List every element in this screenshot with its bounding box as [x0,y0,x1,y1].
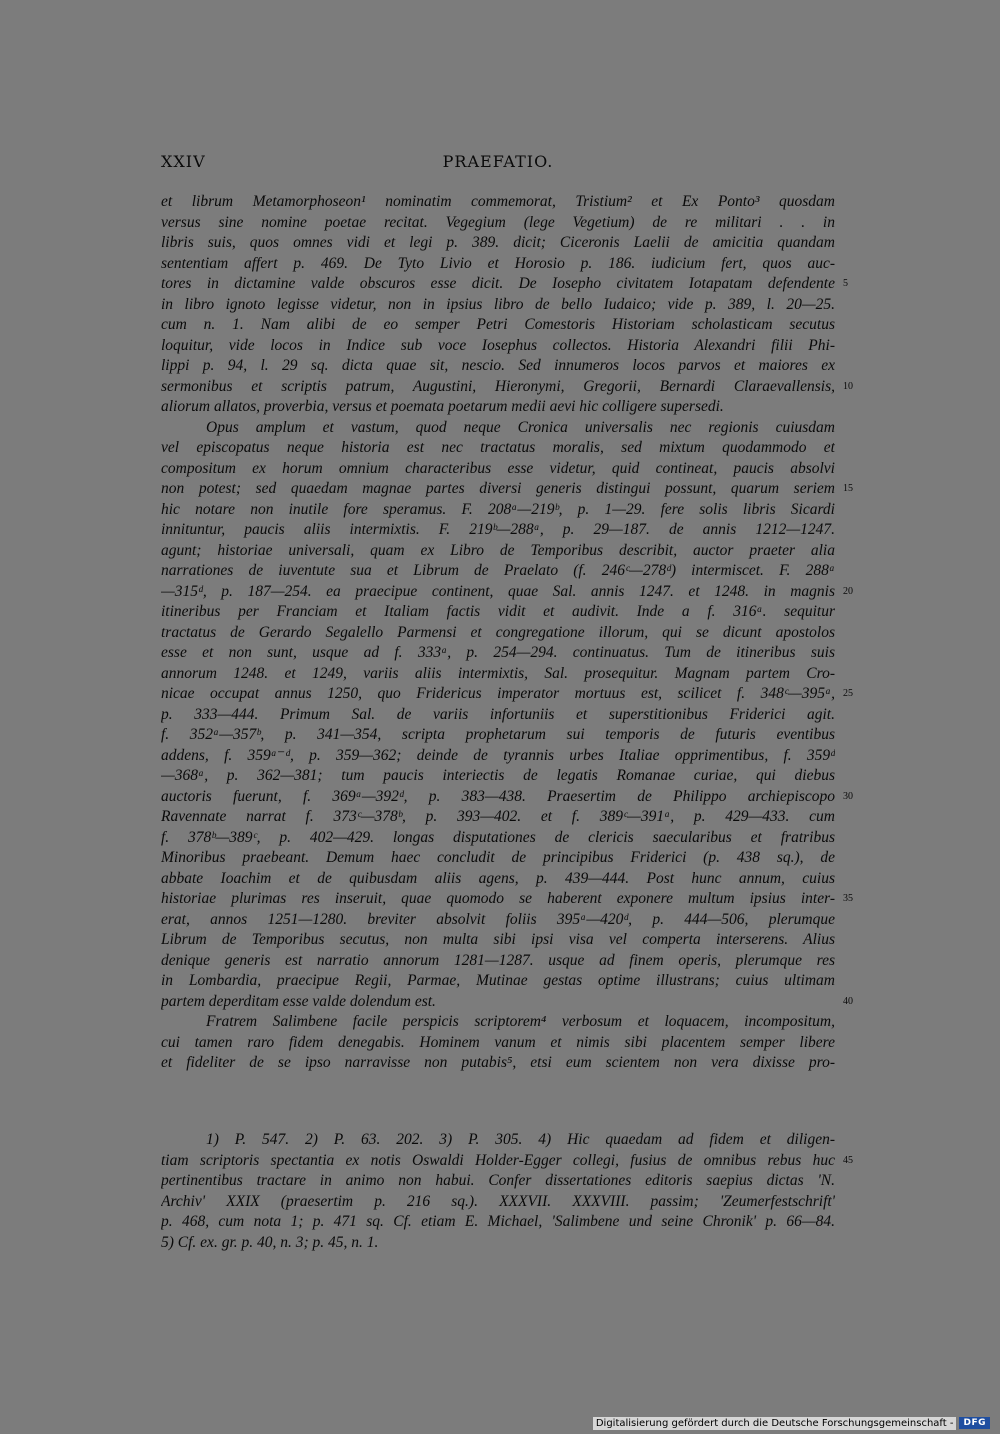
text-line: —368ᵃ, p. 362—381; tum paucis interiectis de legatis Romanae curiae, qui diebus [161,767,835,784]
page-number: XXIV [161,152,206,171]
text-line: innituntur, paucis aliis intermixtis. F. 219ᵇ—288ᵃ, p. 29—187. de annis 1212—1247. [161,521,835,538]
text-line: —315ᵈ, p. 187—254. ea praecipue continent, quae Sal. annis 1247. et 1248. in magnis [161,582,835,600]
footnote-line: 5) Cf. ex. gr. p. 40, n. 3; p. 45, n. 1. [161,1233,379,1251]
text-line: in Lombardia, praecipue Regii, Parmae, Mutinae gestas optime illustrans; cuius ultimam [161,972,835,989]
line-number: 15 [843,483,853,494]
text-line: historiae plurimas res inseruit, quae quomodo se haberent exponere multum ipsius inter- [161,890,835,907]
footnote-line: 1) P. 547. 2) P. 63. 202. 3) P. 305. 4) Hic quaedam ad fidem et diligen- [206,1131,835,1148]
line-number: 20 [843,585,853,597]
text-line: erat, annos 1251—1280. breviter absolvit foliis 395ᵃ—420ᵈ, p. 444—506, plerumque [161,910,835,928]
text-line: libris suis, quos omnes vidi et legi p. 389. dicit; Ciceronis Laelii de amicitia quandam [161,234,835,251]
text-line: cui tamen raro fidem denegabis. Hominem vanum et nimis sibi placentem semper libere [161,1033,835,1051]
text-line: versus sine nomine poetae recitat. Vegegium (lege Vegetium) de re militari . . in [161,213,835,231]
line-number: 40 [843,995,853,1007]
text-line: sententiam affert p. 469. De Tyto Livio et Horosio p. 186. iudicium fert, quos auc- [161,254,835,272]
text-line: narrationes de iuventute sua et Librum de Praelato (f. 246ᶜ—278ᵈ) intermiscet. F. 288ᵃ [161,562,835,579]
line-number: 5 [843,278,848,289]
digitization-credit [593,1416,990,1430]
dfg-logo: DFG [959,1417,990,1429]
footnote-line: pertinentibus tractare in animo non habui. Confer dissertationes editoris saepius dictas 'N. [161,1172,835,1189]
footnote-line: p. 468, cum nota 1; p. 471 sq. Cf. etiam E. Michael, 'Salimbene und seine Chronik' p. 66—84. [161,1213,835,1230]
text-line: abbate Ioachim et de quibusdam aliis agens, p. 439—444. Post hunc annum, cuius [161,869,835,887]
line-number: 30 [843,790,853,802]
text-line: partem deperditam esse valde dolendum est. [161,992,436,1010]
body-text [161,192,853,1074]
text-line: nicae occupat annus 1250, quo Fridericus imperator mortuus est, scilicet f. 348ᶜ—395ᵃ, [161,685,835,702]
text-line: sermonibus et scriptis patrum, Augustini, Hieronymi, Gregorii, Bernardi Claraevallensis, [161,377,835,395]
line-number: 45 [843,1154,853,1166]
text-line: Librum de Temporibus secutus, non multa sibi ipsi visa vel comperta interserens. Alius [161,931,835,948]
text-line: f. 352ᵃ—357ᵇ, p. 341—354, scripta prophetarum sui temporis de futuris eventibus [161,726,835,743]
text-line: aliorum allatos, proverbia, versus et poemata poetarum medii aevi hic colligere supersedi. [161,398,724,415]
line-number: 35 [843,893,853,904]
line-number: 10 [843,380,853,392]
text-line: Opus amplum et vastum, quod neque Cronica universalis nec regionis cuiusdam [206,418,835,436]
footnote-line: tiam scriptoris spectantia ex notis Oswaldi Holder-Egger collegi, fusius de omnibus rebus huc [161,1151,835,1169]
text-line: f. 378ᵇ—389ᶜ, p. 402—429. longas disputationes de clericis saecularibus et fratribus [161,828,835,846]
text-line: et fideliter de se ipso narravisse non putabis⁵, etsi eum scientem non vera dixisse pro- [161,1054,835,1071]
text-line: vel episcopatus neque historia est nec tractatus moralis, sed mixtum quodammodo et [161,439,835,456]
text-line: compositum ex horum omnium characteribus esse videtur, quid contineat, paucis absolvi [161,459,835,477]
footnotes [161,1130,853,1253]
text-line: auctoris fuerunt, f. 369ᵃ—392ᵈ, p. 383—438. Praesertim de Philippo archiepiscopo [161,787,835,805]
text-line: esse et non sunt, usque ad f. 333ᵃ, p. 254—294. continuatus. Tum de itineribus suis [161,644,835,661]
text-line: p. 333—444. Primum Sal. de variis infortuniis et superstitionibus Friderici agit. [161,705,835,723]
text-line: hic notare non inutile fore speramus. F. 208ᵃ—219ᵇ, p. 1—29. fere solis libris Sicardi [161,500,835,518]
text-line: Fratrem Salimbene facile perspicis scriptorem⁴ verbosum et loquacem, incompositum, [206,1013,835,1030]
page-header [161,152,835,176]
text-line: agunt; historiae universali, quam ex Libro de Temporibus describit, auctor praeter alia [161,541,835,559]
text-line: annorum 1248. et 1249, variis aliis intermixtis, Sal. prosequitur. Magnam partem Cro- [161,664,835,682]
text-line: tores in dictamine valde obscuros esse dicit. De Iosepho civitatem Iotapatam defendente [161,275,835,292]
line-number: 25 [843,688,853,699]
text-line: denique generis est narratio annorum 1281—1287. usque ad finem operis, plerumque res [161,951,835,969]
text-line: lippi p. 94, l. 29 sq. dicta quae sit, nescio. Sed innumeros locos parvos et maiores ex [161,357,835,374]
running-title: PRAEFATIO. [442,152,554,171]
text-line: et librum Metamorphoseon¹ nominatim commemorat, Tristium² et Ex Ponto³ quosdam [161,193,835,210]
text-line: Ravennate narrat f. 373ᶜ—378ᵇ, p. 393—402. et f. 389ᶜ—391ᵃ, p. 429—433. cum [161,808,835,825]
text-line: in libro ignoto legisse videtur, non in ipsius libro de bello Iudaico; vide p. 389, l. 20—25. [161,295,835,313]
text-line: non potest; sed quaedam magnae partes diversi generis distingui possunt, quarum seriem [161,480,835,497]
text-line: tractatus de Gerardo Segalello Parmensi et congregatione illorum, qui se dicunt apostolos [161,623,835,641]
text-line: Minoribus praebeant. Demum haec concludit de principibus Friderici (p. 438 sq.), de [161,849,835,866]
text-line: itineribus per Franciam et Italiam factis vidit et audivit. Inde a f. 316ᵃ. sequitur [161,603,835,620]
footnote-line: Archiv' XXIX (praesertim p. 216 sq.). XXXVII. XXXVIII. passim; 'Zeumerfestschrift' [161,1192,835,1210]
text-line: loquitur, vide locos in Indice sub voce Iosephus collectos. Historia Alexandri filii Phi- [161,336,835,354]
credit-text: Digitalisierung gefördert durch die Deutsche Forschungsgemeinschaft - [593,1417,957,1430]
text-line: addens, f. 359ᵃ⁻ᵈ, p. 359—362; deinde de tyrannis urbes Italiae opprimentibus, f. 359ᵈ [161,746,835,764]
text-line: cum n. 1. Nam alibi de eo semper Petri Comestoris Historiam scholasticam secutus [161,316,835,333]
